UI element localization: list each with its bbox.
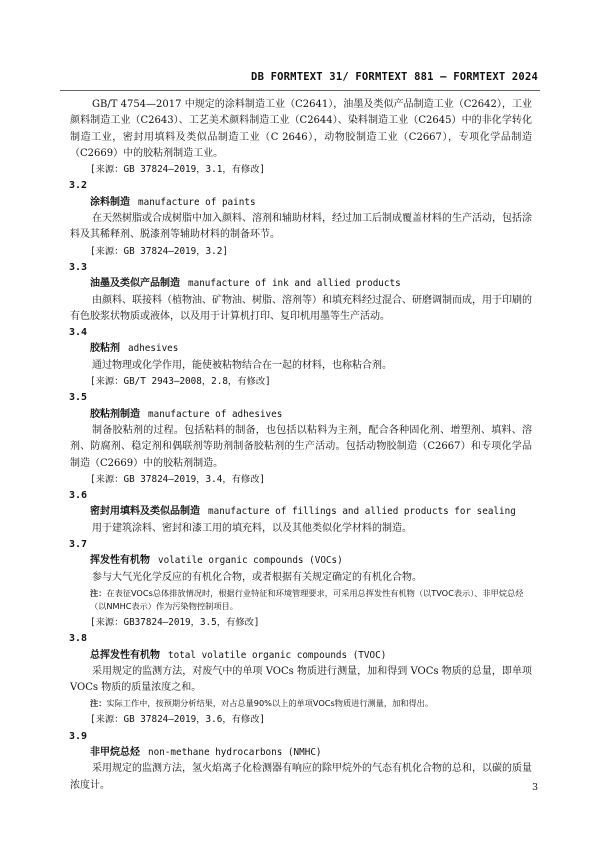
definition: 参与大气光化学反应的有机化合物，或者根据有关规定确定的有机化合物。 [92, 571, 422, 583]
term-zh: 挥发性有机物 [90, 555, 150, 567]
section-number: 3.5 [69, 392, 88, 404]
definition: 采用规定的监测方法，氢火焰离子化检测器有响应的除甲烷外的气态有机化合物的总和，以碳的质量浓度计。 [70, 763, 532, 791]
note-text: 实际工作中，按预期分析结果，对占总量90%以上的单项VOCs物质进行测量，加和得出。 [106, 698, 434, 709]
section-number: 3.3 [69, 261, 88, 273]
definition: 用于建筑涂料、密封和漆工用的填充料，以及其他类似化学材料的制造。 [92, 522, 412, 534]
definition: 在天然树脂或合成树脂中加入颜料、溶剂和辅助材料，经过加工后制成覆盖材料的生产活动，包括涂料及其稀释剂、脱漆剂等辅助材料的制备环节。 [70, 213, 532, 241]
note [90, 587, 532, 613]
term-en: manufacture of paints [138, 196, 256, 208]
source-citation: [来源：GB 37824—2019，3.6，有修改] [90, 714, 266, 726]
section-number: 3.8 [69, 633, 88, 645]
term-heading [70, 195, 532, 211]
note [90, 697, 532, 710]
document-body [70, 97, 532, 794]
term-zh: 胶粘剂制造 [90, 408, 140, 420]
section-number: 3.2 [69, 180, 88, 192]
document-header: DB FORMTEXT 31/ FORMTEXT 881 — FORMTEXT 2024 [251, 71, 538, 83]
term-zh: 油墨及类似产品制造 [90, 278, 180, 290]
intro-source: [来源：GB 37824—2019，3.1，有修改] [90, 164, 266, 176]
section-number: 3.9 [69, 730, 88, 742]
page-number: 3 [531, 782, 538, 793]
source-citation: [来源：GB 37824—2019，3.4，有修改] [90, 473, 266, 485]
source-citation: [来源：GB/T 2943—2008，2.8，有修改] [90, 376, 271, 388]
term-en: total volatile organic compounds (TVOC) [168, 649, 387, 661]
definition: 制备胶粘剂的过程。包括粘料的制备，也包括以粘料为主剂，配合各种固化剂、增塑剂、填料、溶剂、防腐剂、稳定剂和偶联剂等助剂制备胶粘剂的生产活动。包括动物胶制造（C2667）和专项化学品制造（C2669）中的胶粘剂制造。 [70, 424, 532, 469]
term-zh: 涂料制造 [90, 196, 130, 208]
definition: 采用规定的监测方法，对废气中的单项 VOCs 物质进行测量，加和得到 VOCs 物质的总量，即单项 VOCs 物质的质量浓度之和。 [70, 665, 532, 694]
term-zh: 非甲烷总烃 [90, 746, 140, 758]
note-text: 在表征VOCs总体排放情况时，根据行业特征和环境管理要求，可采用总挥发性有机物（以TVOC表示）、非甲烷总烃（以NMHC表示）作为污染物控制项目。 [90, 587, 524, 611]
term-zh: 总挥发性有机物 [90, 649, 160, 661]
term-zh: 胶粘剂 [90, 343, 120, 355]
definition: 由颜料、联接料（植物油、矿物油、树脂、溶剂等）和填充料经过混合、研磨调制而成，用于印刷的有色胶浆状物质或液体，以及用于计算机打印、复印机用墨等生产活动。 [70, 294, 532, 322]
term-zh: 密封用填料及类似品制造 [90, 506, 200, 518]
term-heading [70, 276, 532, 292]
section-number: 3.7 [69, 539, 88, 551]
term-en: manufacture of fillings and allied products for sealing [208, 506, 516, 518]
term-heading [70, 745, 532, 761]
header-divider [60, 90, 540, 91]
term-en: volatile organic compounds (VOCs) [158, 555, 343, 567]
source-citation: [来源：GB37824—2019，3.5，有修改] [90, 616, 260, 628]
term-en: manufacture of adhesives [148, 408, 283, 420]
term-heading [70, 504, 532, 520]
intro-paragraph: GB/T 4754—2017 中规定的涂料制造工业（C2641），油墨及类似产品制造工业（C2642），工业颜料制造工业（C2643）、工艺美术颜料制造工业（C2644）、染料制造工业（C2645）中的非化学转化制造工业，密封用填料及类似品制造工业（C 2646），动物胶制造工业（C2667），专项化学品制造（C2669）中的胶粘剂制造工业。 [70, 99, 532, 159]
term-heading [70, 407, 532, 423]
definition: 通过物理或化学作用，能使被粘物结合在一起的材料，也称粘合剂。 [92, 359, 392, 371]
section-number: 3.6 [69, 490, 88, 502]
term-heading [70, 648, 532, 664]
term-en: non-methane hydrocarbons (NMHC) [148, 746, 322, 758]
term-en: manufacture of ink and allied products [188, 278, 401, 290]
note-label: 注： [90, 698, 107, 709]
term-heading [70, 341, 532, 357]
term-en: adhesives [128, 343, 179, 355]
note-label: 注： [90, 587, 107, 598]
term-heading [70, 553, 532, 569]
section-number: 3.4 [69, 327, 88, 339]
source-citation: [来源：GB 37824—2019，3.2] [90, 245, 228, 257]
